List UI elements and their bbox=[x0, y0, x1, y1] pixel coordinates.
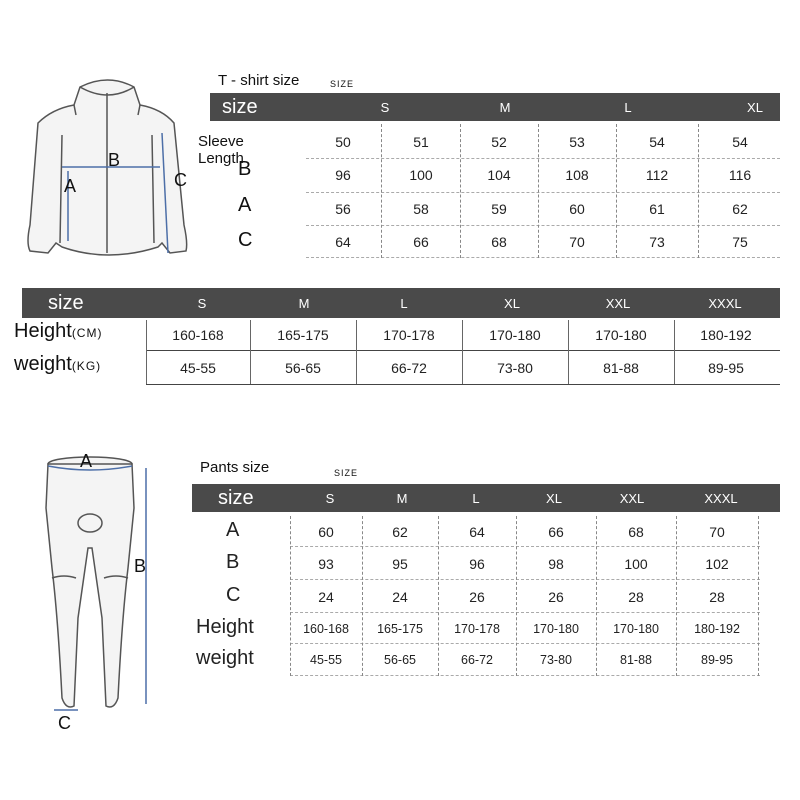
pants-cell: 56-65 bbox=[384, 653, 416, 667]
pants-col: S bbox=[325, 490, 335, 506]
shirt-cell: 104 bbox=[487, 167, 511, 183]
pants-cell: 170-178 bbox=[454, 622, 500, 636]
pants-cell: 102 bbox=[705, 556, 729, 572]
hw-table-header bbox=[22, 288, 780, 318]
pants-cell: 45-55 bbox=[310, 653, 342, 667]
hw-col: XXL bbox=[605, 295, 631, 311]
shirt-table-title: T - shirt size bbox=[218, 72, 300, 89]
hw-row-label: Height(CM) bbox=[14, 320, 103, 342]
pants-label-a: A bbox=[80, 451, 93, 471]
pants-cell: 95 bbox=[392, 556, 408, 572]
shirt-row-label: C bbox=[238, 229, 253, 251]
pants-cell: 93 bbox=[318, 556, 334, 572]
shirt-cell: 54 bbox=[732, 134, 748, 150]
pants-cell: 24 bbox=[318, 589, 334, 605]
shirt-size-tag: SIZE bbox=[330, 79, 355, 89]
shirt-cell: 56 bbox=[335, 201, 351, 217]
hw-cell: 73-80 bbox=[497, 360, 533, 376]
shirt-cell: 62 bbox=[732, 201, 748, 217]
shirt-cell: 61 bbox=[649, 201, 665, 217]
shirt-cell: 53 bbox=[569, 134, 585, 150]
hw-col: S bbox=[197, 295, 207, 311]
pants-cell: 81-88 bbox=[620, 653, 652, 667]
pants-cell: 96 bbox=[469, 556, 485, 572]
pants-label-b: B bbox=[134, 556, 147, 576]
pants-label-c: C bbox=[58, 713, 71, 733]
pants-row-label: A bbox=[226, 519, 240, 541]
pants-col: XXL bbox=[619, 490, 645, 506]
shirt-cell: 108 bbox=[565, 167, 589, 183]
shirt-cell: 68 bbox=[491, 234, 507, 250]
pants-illustration bbox=[30, 448, 180, 728]
shirt-cell: 100 bbox=[409, 167, 433, 183]
hw-cell: 170-180 bbox=[595, 327, 647, 343]
pants-cell: 60 bbox=[318, 524, 334, 540]
shirt-cell: 51 bbox=[413, 134, 429, 150]
jacket-label-c: C bbox=[174, 170, 187, 190]
shirt-cell: 75 bbox=[732, 234, 748, 250]
shirt-row-label: A bbox=[238, 194, 252, 216]
hw-cell: 81-88 bbox=[603, 360, 639, 376]
hw-cell: 170-180 bbox=[489, 327, 541, 343]
hw-col: M bbox=[298, 295, 310, 311]
hw-col: XL bbox=[504, 295, 520, 311]
pants-header-label: size bbox=[218, 486, 254, 509]
hw-header-label: size bbox=[48, 291, 84, 314]
shirt-header-label: size bbox=[222, 95, 258, 118]
shirt-col-xl: XL bbox=[747, 99, 763, 115]
shirt-cell: 73 bbox=[649, 234, 665, 250]
shirt-cell: 70 bbox=[569, 234, 585, 250]
pants-cell: 66 bbox=[548, 524, 564, 540]
pants-cell: 68 bbox=[628, 524, 644, 540]
pants-cell: 170-180 bbox=[613, 622, 659, 636]
shirt-cell: 64 bbox=[335, 234, 351, 250]
pants-cell: 89-95 bbox=[701, 653, 733, 667]
shirt-cell: 60 bbox=[569, 201, 585, 217]
pants-cell: 160-168 bbox=[303, 622, 349, 636]
pants-cell: 180-192 bbox=[694, 622, 740, 636]
hw-cell: 89-95 bbox=[708, 360, 744, 376]
pants-cell: 98 bbox=[548, 556, 564, 572]
shirt-col-s: S bbox=[380, 99, 390, 115]
shirt-cell: 52 bbox=[491, 134, 507, 150]
shirt-row-label: Sleeve Length bbox=[198, 133, 244, 167]
shirt-cell: 58 bbox=[413, 201, 429, 217]
hw-cell: 56-65 bbox=[285, 360, 321, 376]
pants-col: L bbox=[472, 490, 480, 506]
pants-table-header bbox=[192, 484, 780, 512]
hw-cell: 45-55 bbox=[180, 360, 216, 376]
shirt-cell: 116 bbox=[728, 167, 752, 183]
shirt-row-label: B bbox=[238, 158, 252, 180]
pants-cell: 66-72 bbox=[461, 653, 493, 667]
pants-row-label: Height bbox=[196, 616, 254, 638]
pants-cell: 165-175 bbox=[377, 622, 423, 636]
hw-cell: 165-175 bbox=[277, 327, 329, 343]
pants-col: XL bbox=[546, 490, 562, 506]
pants-cell: 24 bbox=[392, 589, 408, 605]
shirt-cell: 59 bbox=[491, 201, 507, 217]
pants-col: XXXL bbox=[704, 490, 738, 506]
shirt-col-l: L bbox=[624, 99, 632, 115]
pants-cell: 28 bbox=[628, 589, 644, 605]
shirt-table-header bbox=[210, 93, 780, 121]
pants-cell: 64 bbox=[469, 524, 485, 540]
pants-col: M bbox=[396, 490, 408, 506]
hw-col: XXXL bbox=[708, 295, 742, 311]
pants-cell: 28 bbox=[709, 589, 725, 605]
pants-cell: 100 bbox=[624, 556, 648, 572]
pants-cell: 26 bbox=[548, 589, 564, 605]
pants-row-label: weight bbox=[196, 647, 254, 669]
jacket-label-a: A bbox=[64, 176, 77, 196]
pants-cell: 73-80 bbox=[540, 653, 572, 667]
shirt-cell: 112 bbox=[645, 167, 669, 183]
shirt-col-m: M bbox=[499, 99, 511, 115]
shirt-cell: 66 bbox=[413, 234, 429, 250]
jacket-label-b: B bbox=[108, 150, 121, 170]
pants-cell: 26 bbox=[469, 589, 485, 605]
hw-row-label: weight(KG) bbox=[14, 353, 102, 375]
hw-cell: 160-168 bbox=[172, 327, 224, 343]
pants-cell: 70 bbox=[709, 524, 725, 540]
hw-cell: 66-72 bbox=[391, 360, 427, 376]
pants-cell: 62 bbox=[392, 524, 408, 540]
pants-size-tag: SIZE bbox=[334, 468, 359, 478]
shirt-cell: 50 bbox=[335, 134, 351, 150]
hw-col: L bbox=[400, 295, 408, 311]
pants-cell: 170-180 bbox=[533, 622, 579, 636]
shirt-cell: 54 bbox=[649, 134, 665, 150]
pants-row-label: C bbox=[226, 584, 241, 606]
hw-cell: 170-178 bbox=[383, 327, 435, 343]
hw-cell: 180-192 bbox=[700, 327, 752, 343]
shirt-cell: 96 bbox=[335, 167, 351, 183]
pants-table-title: Pants size bbox=[200, 459, 270, 476]
pants-row-label: B bbox=[226, 551, 240, 573]
